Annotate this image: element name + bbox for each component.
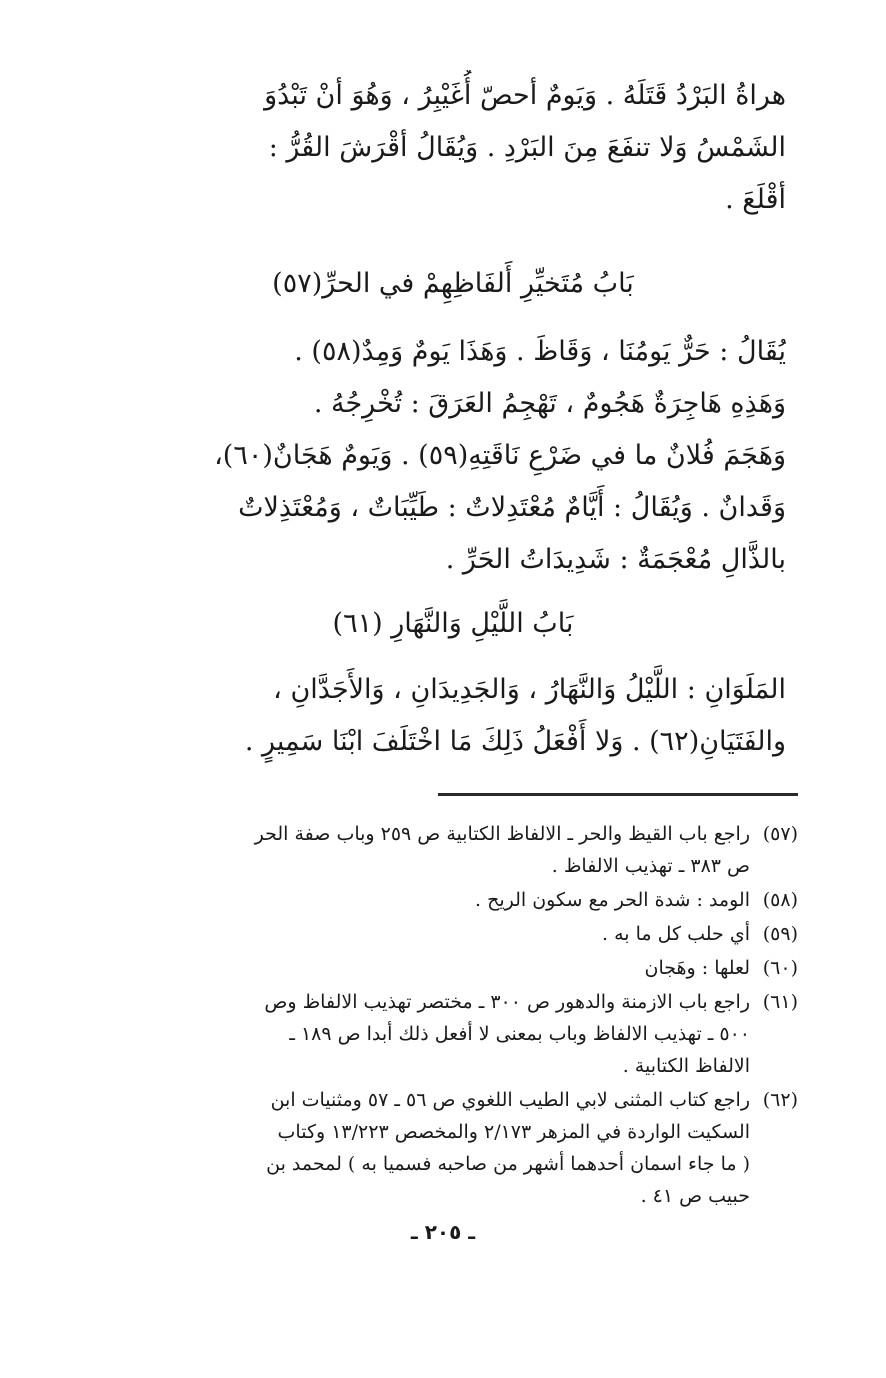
page-number: ـ ٢٠٥ ـ (410, 1220, 476, 1244)
footnote-line: راجع كتاب المثنى لابي الطيب اللغوي ص ٥٦ ـ ٥٧ ومثنيات ابن (270, 1089, 750, 1111)
text-line: وَهَذِهِ هَاجِرَةٌ هَجُومٌ ، تَهْجِمُ العَرَقَ : تُخْرِجُهُ . (313, 388, 786, 419)
text-line: هراةُ البَرْدُ قَتَلَهُ . وَيَومٌ أحصّ أُغَيْبِرُ ، وَهُوَ أنْ تَبْدُوَ (264, 80, 786, 111)
footnote-number: (٦٢) (762, 1089, 798, 1111)
footnote-line: ( ما جاء اسمان أحدهما أشهر من صاحبه فسميا به ) لمحمد بن (266, 1153, 750, 1175)
text-line: يُقَالُ : حَرٌّ يَومُنَا ، وَقَاظَ . وَهَذَا يَومٌ وَمِدٌ(٥٨) . (294, 336, 786, 367)
text-line: وَقَدانٌ . وَيُقَالُ : أَيَّامٌ مُعْتَدِلاتٌ : طَيِّبَاتٌ ، وَمُعْتَذِلاتٌ (238, 492, 786, 523)
heat-paragraph (120, 326, 786, 586)
text-line: الشَمْسُ وَلا تنفَعَ مِنَ البَرْدِ . وَيُقَالُ أقْرَشَ القُرُّ : (268, 132, 786, 163)
footnote-line: ص ٣٨٣ ـ تهذيب الالفاظ . (551, 855, 750, 877)
footnote-60 (155, 952, 798, 984)
top-paragraph (120, 70, 786, 226)
footnote-number: (٦٠) (762, 957, 798, 979)
footnote-line: أي حلب كل ما به . (602, 923, 750, 945)
footnote-59 (155, 918, 798, 950)
footnote-line: راجع باب الازمنة والدهور ص ٣٠٠ ـ مختصر تهذيب الالفاظ وص (264, 991, 750, 1013)
text-line: وَهَجَمَ فُلانٌ ما في ضَرْعِ نَاقَتِهِ(٥٩) . وَيَومٌ هَجَانٌ(٦٠)، (214, 440, 786, 471)
footnote-line: الالفاظ الكتابية . (622, 1055, 750, 1077)
footnote-number: (٥٩) (762, 923, 798, 945)
text-line: المَلَوَانِ : اللَّيْلُ وَالنَّهَارُ ، وَالجَدِيدَانِ ، وَالأَجَدَّانِ ، (273, 674, 786, 705)
footnote-line: ٥٠٠ ـ تهذيب الالفاظ وباب بمعنى لا أفعل ذلك أبدا ص ١٨٩ ـ (289, 1023, 750, 1045)
footnote-divider (438, 793, 798, 796)
footnote-58 (155, 884, 798, 916)
text-line: أقْلَعَ . (725, 184, 786, 215)
footnotes (155, 818, 798, 1214)
footnote-number: (٥٧) (762, 823, 798, 845)
footnote-61 (155, 986, 798, 1082)
footnote-line: حبيب ص ٤١ . (640, 1185, 750, 1207)
footnote-62 (155, 1084, 798, 1212)
footnote-line: لعلها : وهَجان (644, 957, 750, 979)
footnote-line: الومد : شدة الحر مع سكون الريح . (475, 889, 750, 911)
text-line: والفَتَيَانِ(٦٢) . وَلا أَفْعَلُ ذَلِكَ مَا اخْتَلَفَ ابْنَا سَمِيرٍ . (244, 726, 786, 757)
night-day-paragraph (120, 664, 786, 768)
footnote-line: راجع باب القيظ والحر ـ الالفاظ الكتابية ص ٢٥٩ وباب صفة الحر (254, 823, 750, 845)
footnote-57 (155, 818, 798, 882)
section-heading-heat: بَابُ مُتَخيِّرِ أَلفَاظِهِمْ في الحرِّ(٥٧) (272, 268, 634, 299)
footnote-number: (٥٨) (762, 889, 798, 911)
footnote-line: السكيت الواردة في المزهر ٢/١٧٣ والمخصص ١٣/٢٢٣ وكتاب (277, 1121, 750, 1143)
section-heading-night-day: بَابُ اللَّيْلِ وَالنَّهَارِ (٦١) (332, 608, 574, 639)
footnote-number: (٦١) (762, 991, 798, 1013)
text-line: بالذَّالِ مُعْجَمَةٌ : شَدِيدَاتُ الحَرِّ . (445, 544, 786, 575)
